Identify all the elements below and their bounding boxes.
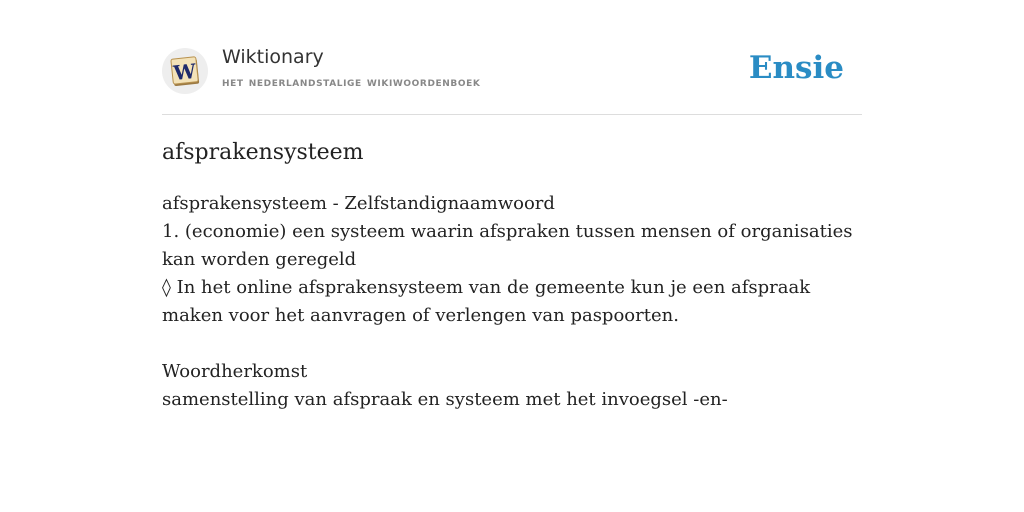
entry-content: [162, 138, 862, 414]
wiktionary-logo[interactable]: [162, 48, 208, 94]
entry-title: afsprakensysteem: [162, 140, 364, 165]
etymology-text: samenstelling van afspraak en systeem met het invoegsel -en-: [162, 389, 728, 410]
etymology-heading: Woordherkomst: [162, 361, 308, 382]
spacer: [162, 330, 862, 358]
definition: 1. (economie) een systeem waarin afspraken tussen mensen of organisaties kan worden geregeld: [162, 221, 853, 270]
part-of-speech: afsprakensysteem - Zelfstandignaamwoord: [162, 193, 555, 214]
wiktionary-tile-icon: [168, 54, 202, 88]
example-sentence: ◊ In het online afsprakensysteem van de gemeente kun je een afspraak maken voor het aanvragen of verlengen van paspoorten.: [162, 277, 811, 326]
header: [162, 44, 862, 115]
svg-text:W: W: [172, 58, 198, 86]
site-tagline: het nederlandstalige wikiwoordenboek: [222, 75, 481, 90]
ensie-brand-link[interactable]: Ensie: [748, 50, 844, 86]
site-name[interactable]: Wiktionary: [222, 46, 324, 68]
